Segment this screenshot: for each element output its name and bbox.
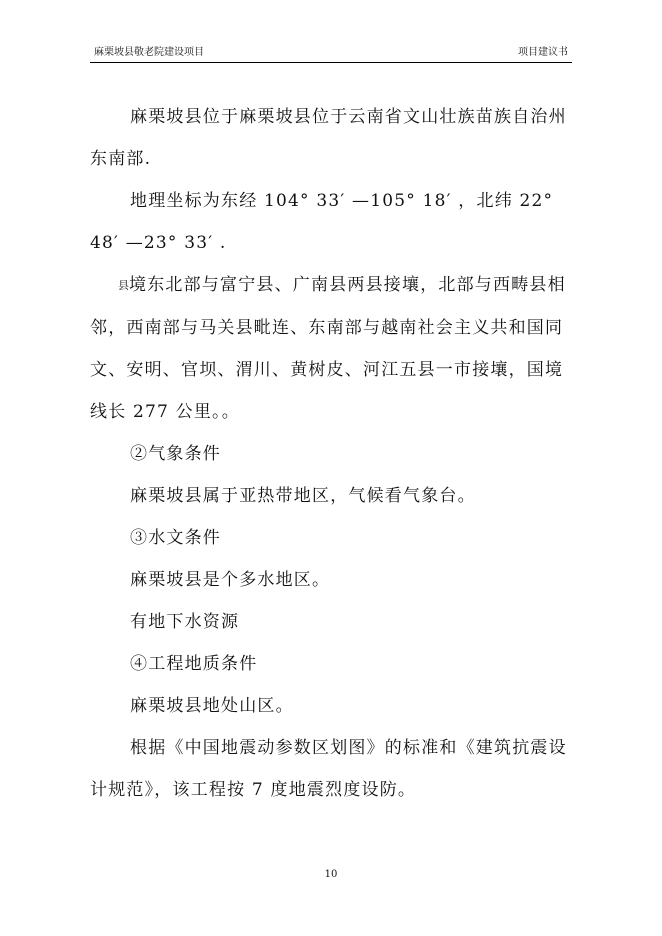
paragraph-groundwater: 有地下水资源 <box>130 612 240 632</box>
header-project-title: 麻栗坡县敬老院建设项目 <box>94 47 204 58</box>
heading-climate: ②气象条件 <box>130 444 221 464</box>
paragraph-geology: 麻栗坡县地处山区。 <box>130 696 294 716</box>
page-header <box>90 46 572 63</box>
paragraph-location-line-2: 东南部. <box>90 149 152 169</box>
heading-geology: ④工程地质条件 <box>130 654 258 674</box>
paragraph-coordinates-line-2: 48′ —23° 33′ . <box>90 233 227 253</box>
heading-hydrology: ③水文条件 <box>130 528 221 548</box>
borders-line-1-text: 境东北部与富宁县、广南县两县接壤，北部与西畴县相 <box>129 275 566 295</box>
header-document-type: 项目建议书 <box>518 47 568 58</box>
paragraph-location-line-1: 麻栗坡县位于麻栗坡县位于云南省文山壮族苗族自治州 <box>130 107 567 127</box>
paragraph-borders-line-3: 文、安明、官坝、渭川、黄树皮、河江五县一市接壤，国境 <box>90 360 564 380</box>
paragraph-seismic-line-1: 根据《中国地震动参数区划图》的标准和《建筑抗震设 <box>130 738 567 758</box>
paragraph-climate: 麻栗坡县属于亚热带地区，气候看气象台。 <box>130 486 476 506</box>
paragraph-borders-line-1 <box>90 264 572 307</box>
paragraph-hydrology: 麻栗坡县是个多水地区。 <box>130 570 331 590</box>
paragraph-borders-line-2: 邻，西南部与马关县毗连、东南部与越南社会主义共和国同 <box>90 318 564 338</box>
paragraph-borders-line-4: 线长 277 公里。。 <box>90 402 240 422</box>
paragraph-coordinates-line-1: 地理坐标为东经 104° 33′ —105° 18′ ，北纬 22° <box>130 191 554 211</box>
document-body <box>90 96 572 811</box>
borders-lead-char: 县 <box>118 279 129 292</box>
page-number: 10 <box>324 869 338 880</box>
paragraph-seismic-line-2: 计规范》，该工程按 7 度地震烈度设防。 <box>90 780 417 800</box>
